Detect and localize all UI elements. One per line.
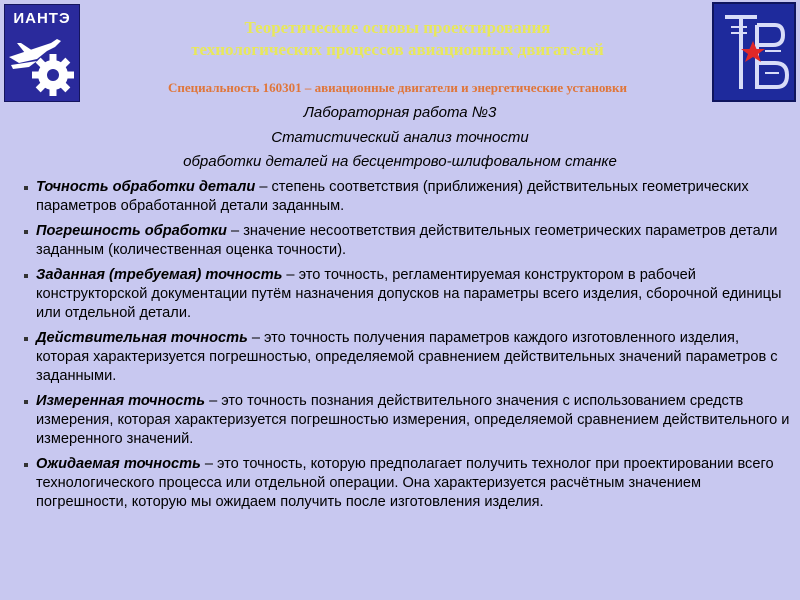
specialty-subtitle: Специальность 160301 – авиационные двигатели и энергетические установки — [167, 80, 627, 95]
institute-logo — [4, 4, 80, 102]
list-item — [24, 178, 794, 216]
definition-term: Погрешность обработки — [36, 223, 227, 239]
list-item — [24, 222, 794, 260]
slide-header — [0, 0, 800, 105]
definition-text: – значение несоответствия действительных геометрических параметров детали заданным (количественная оценка точности). — [36, 223, 778, 258]
tb-monogram-icon — [717, 7, 791, 97]
university-logo — [712, 2, 796, 102]
definition-text: – это точность получения параметров каждого изготовленного изделия, которая характеризуется погрешностью, определяемой сравнением действительных значений параметров с заданными. — [36, 330, 778, 384]
list-item — [24, 329, 794, 386]
list-item — [24, 455, 794, 512]
institute-abbr: ИАНТЭ — [13, 10, 71, 27]
definition-term: Заданная (требуемая) точность — [36, 267, 283, 283]
definition-term: Измеренная точность — [36, 393, 206, 409]
list-item — [24, 266, 794, 323]
definition-text: – это точность, регламентируемая конструктором в рабочей конструкторской документации путём назначения допусков на параметры всего изделия, сборочной единицы или отдельной детали. — [36, 267, 782, 321]
definitions-list — [24, 178, 794, 518]
lab-topic-line-2: обработки деталей на бесцентрово-шлифовальном станке — [183, 153, 617, 170]
definition-term: Ожидаемая точность — [36, 456, 201, 472]
definition-term: Точность обработки детали — [36, 179, 256, 195]
definition-text: – это точность, которую предполагает получить технолог при проектировании всего технологического процесса или отдельной операции. Она характеризуется расчётным значением погрешности, которую мы ожидаем получить после изготовления изделия. — [36, 456, 774, 510]
slide-title-line-1: Теоретические основы проектирования — [244, 18, 551, 37]
definition-term: Действительная точность — [36, 330, 248, 346]
slide-title-line-2: технологических процессов авиационных двигателей — [191, 40, 604, 59]
airplane-gear-icon — [7, 29, 77, 99]
lab-work-title: Лабораторная работа №3 — [303, 104, 497, 121]
definition-text: – степень соответствия (приближения) действительных геометрических параметров обработанной детали заданным. — [36, 179, 749, 214]
lab-topic-line-1: Статистический анализ точности — [271, 129, 529, 146]
list-item — [24, 392, 794, 449]
definition-text: – это точность познания действительного значения с использованием средств измерения, которая характеризуется погрешностью измерения, определяемой сравнением действительного и измеренного значений. — [36, 393, 790, 447]
